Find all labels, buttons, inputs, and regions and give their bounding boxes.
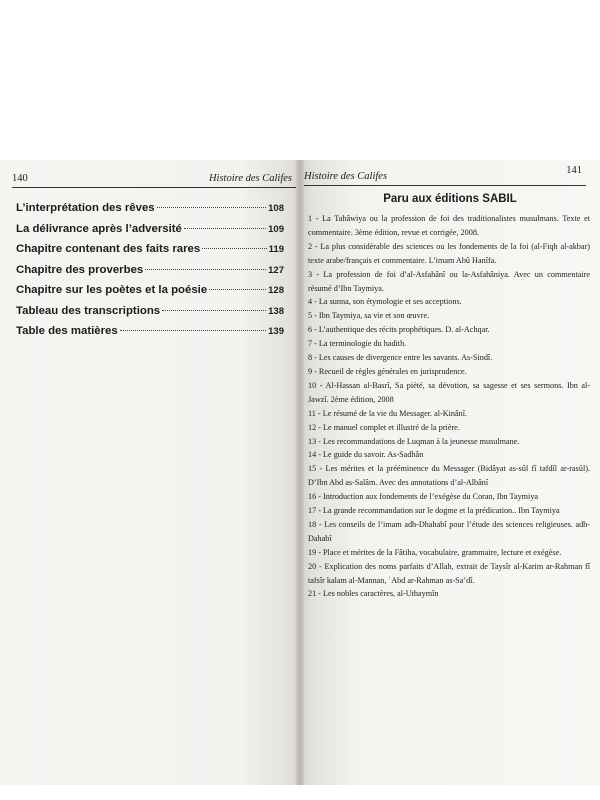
toc-entry-label: La délivrance après l’adversité [16,222,182,235]
toc-entry-label: Chapitre sur les poètes et la poésie [16,284,208,296]
publication-item: 4 - La sunna, son étymologie et ses acceptions. [308,297,462,307]
toc-leader-dots [202,238,266,249]
publication-item: 2 - La plus considérable des sciences ou les fondements de la foi (al-Fiqh al-akbar) texte arabe/français et commentaire. L’imam Abû Hanîfa. [308,241,590,265]
left-page-header [12,170,298,188]
toc-entry-page: 119 [268,244,284,255]
toc-entry-page: 127 [268,264,284,276]
toc-entry-label: Tableau des transcriptions [16,304,161,317]
publication-item: 7 - La terminologie du hadith. [308,339,407,349]
publication-item: 10 - Al-Hassan al-Basrî, Sa piété, sa dévotion, sa sagesse et ses sermons. Ibn al-Jawzî. 2ème édition, 2008 [308,380,590,404]
publication-item: 15 - Les mérites et la prééminence du Messager (Bidâyat as-sûl fî tafdîl ar-rasûl). D’Ibn Abd as-Salâm. Avec des annotations d’al-Albânî [308,464,590,488]
publication-item: 18 - Les conseils de l’imam adh-Dhahabî pour l’étude des sciences religieuses. adh-Dahabî [308,519,590,543]
publication-item: 21 - Les nobles caractères, al-Uthaymîn [308,589,439,599]
toc-leader-dots [162,300,266,311]
publication-item: 17 - La grande recommandation sur le dogme et la prédication.. Ibn Taymiya [308,506,560,516]
publication-item: 12 - Le manuel complet et illustré de la prière. [308,422,460,432]
publication-item: 5 - Ibn Taymiya, sa vie et son œuvre. [308,311,430,321]
toc-entry-label: L’interprétation des rêves [16,202,155,214]
publications-list [308,212,590,601]
publication-item: 14 - Le guide du savoir. As-Sadhân [308,450,424,460]
publication-item: 16 - Introduction aux fondements de l’exégèse du Coran, Ibn Taymiya [308,492,539,502]
toc-entry-page: 139 [268,326,284,337]
toc-entry-label: Chapitre contenant des faits rares [16,243,201,255]
toc-leader-dots [157,197,267,208]
publication-item: 13 - Les recommandations de Luqman à la jeunesse musulmane. [308,436,520,446]
publication-item: 3 - La profession de foi d’al-Asfahânî ou la-Asfahâniya. Avec un commentaire résumé d’Ibn Taymiya. [308,269,590,293]
publication-item: 1 - La Tahâwiya ou la profession de foi des traditionalistes musulmans. Texte et commentaire. 3ème édition, revue et corrigée, 2008. [308,214,590,237]
right-running-title: Histoire des Califes [304,171,388,182]
publication-item: 8 - Les causes de divergence entre les savants. As-Sindî. [308,353,493,363]
toc-entry-label: Table des matières [16,325,118,337]
toc-entry [16,323,284,344]
right-page-number: 141 [566,165,582,176]
toc-leader-dots [145,259,266,270]
right-page [300,160,600,785]
publication-item: 19 - Place et mérites de la Fâtiha, vocabulaire, grammaire, lecture et exégèse. [308,547,562,557]
toc-entry-page: 108 [268,203,284,214]
publications-heading: Paru aux éditions SABIL [383,193,517,205]
toc-entry-label: Chapitre des proverbes [16,263,144,276]
toc-leader-dots [184,218,266,229]
toc-entry-page: 138 [268,305,284,317]
toc-leader-dots [120,320,266,331]
book-gutter [296,160,304,785]
left-page-number: 140 [12,173,28,184]
left-page [0,160,300,785]
publication-item: 20 - Explication des noms parfaits d’Allah, extrait de Taysîr al-Karim ar-Rahman fî tafsîr kalam al-Mannan, ʿAbd ar-Rahman as-Sa’dî. [308,561,590,585]
publication-item: 6 - L’authentique des récits prophétiques. D. al-Achqar. [308,325,490,335]
right-page-header [304,164,586,186]
toc-entry-page: 109 [268,223,284,235]
toc-leader-dots [209,279,266,290]
toc-entry-page: 128 [268,285,284,296]
publication-item: 11 - Le résumé de la vie du Messager. al-Kinânî. [308,408,468,418]
publication-item: 9 - Recueil de règles générales en jurisprudence. [308,366,467,376]
table-of-contents [16,200,284,344]
left-running-title: Histoire des Califes [208,173,292,184]
